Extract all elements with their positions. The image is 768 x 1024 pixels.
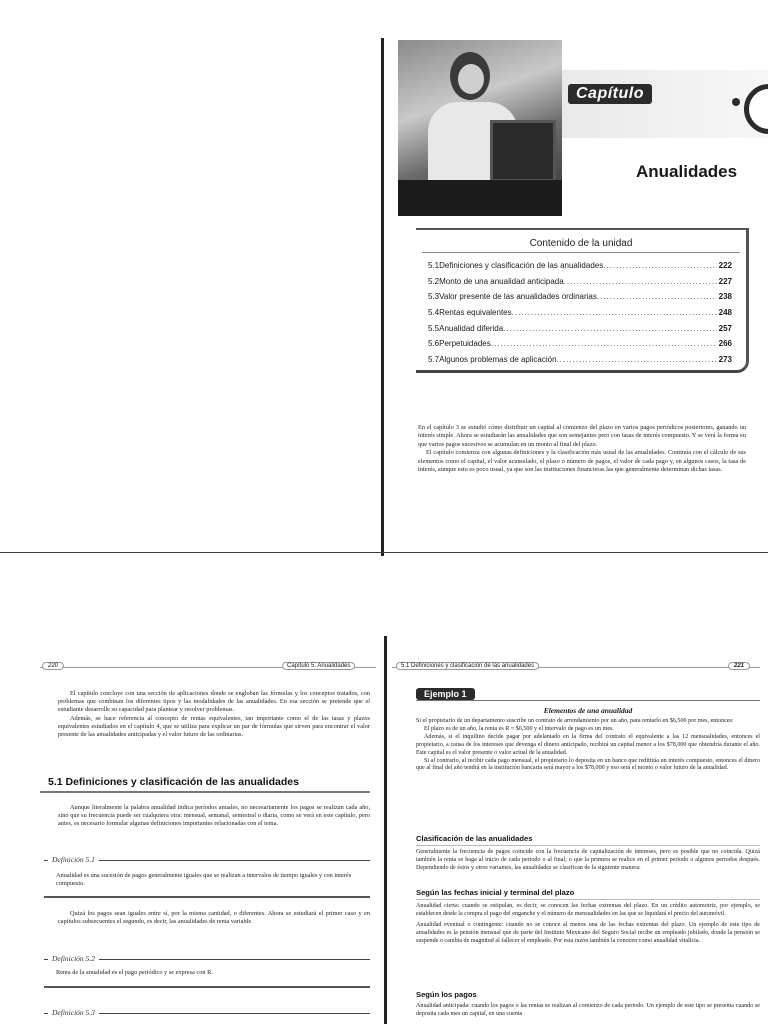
toc-list xyxy=(428,258,732,367)
toc-item-text: Valor presente de las anualidades ordinarias xyxy=(439,292,597,302)
right-page-number: 221 xyxy=(728,662,750,670)
chapter-title: Anualidades xyxy=(636,162,738,181)
toc-item[interactable] xyxy=(428,274,732,290)
section-body-text xyxy=(58,804,370,829)
toc-item-text: Algunos problemas de aplicación xyxy=(439,354,557,364)
example-title: Elementos de una anualidad xyxy=(543,706,633,715)
body-paragraph: Anualidad anticipada: cuando los pagos o las rentas se realizan al comienzo de cada periodo. Un ejemplo de este tipo se presenta cuando se deposita cada mes un capital, en una cuenta xyxy=(416,1003,760,1017)
subsection-body xyxy=(416,903,760,946)
toc-item[interactable] xyxy=(428,352,732,368)
definition-end-rule xyxy=(44,986,370,988)
example-paragraph: Además, si el inquilino decide pagar por adelantado en la firma del contrato el equivalente a las 12 mensualidades, entonces el propietario, a causa de los intereses que devenga el dinero anticipado, recibirá un capital menor a los $78,000 que obtendría durante el año. Este capital es el valor presente o valor actual de la anualidad. xyxy=(416,733,760,756)
example-rule xyxy=(416,700,760,701)
toc-item-text: Perpetuidades xyxy=(439,339,491,349)
heading-rule xyxy=(416,899,760,900)
toc-item-page: 248 xyxy=(718,308,732,318)
toc-item[interactable] xyxy=(428,258,732,274)
left-running-head: Capítulo 5: Anualidades xyxy=(282,662,355,670)
chapter-intro xyxy=(418,424,746,474)
toc-item-number: 5.5 xyxy=(428,323,440,333)
body-paragraph: Quizá los pagos sean iguales entre sí, por la misma cantidad, o diferentes. Ahora se estudiará el primer caso y en capítulos subsecuentes el segundo, es decir, las anualidades de renta variable. xyxy=(58,910,370,926)
definition-label: Definición 5.1 xyxy=(48,855,99,864)
left-body-text xyxy=(58,690,370,739)
subsection-body xyxy=(416,1003,760,1019)
definition-label: Definición 5.2 xyxy=(48,954,99,963)
toc-item-number: 5.7 xyxy=(428,354,440,364)
definition-text: Anualidad es una sucesión de pagos generalmente iguales que se realizan a intervalos de tiempo iguales y con interés compuesto. xyxy=(56,872,352,888)
toc-item-number: 5.4 xyxy=(428,308,440,318)
classification-body xyxy=(416,849,760,873)
chapter-photo xyxy=(398,40,562,216)
toc-item[interactable] xyxy=(428,305,732,321)
section-rule xyxy=(40,791,370,793)
chapter-dot-icon xyxy=(732,98,740,106)
example-body xyxy=(416,718,760,773)
classification-heading: Clasificación de las anualidades xyxy=(416,834,533,843)
toc-item-text: Monto de una anualidad anticipada xyxy=(439,276,564,286)
table-of-contents xyxy=(416,228,749,373)
definition-text: Renta de la anualidad es el pago periódico y se expresa con R. xyxy=(56,969,213,976)
section-heading: 5.1 Definiciones y clasificación de las anualidades xyxy=(48,776,299,788)
example-paragraph: Si el propietario de un departamento suscribe un contrato de arrendamiento por un año, para rentarlo en $6,500 por mes, entonces: xyxy=(416,718,734,724)
toc-item-number: 5.3 xyxy=(428,292,440,302)
toc-divider xyxy=(422,252,740,253)
body-paragraph: Aunque literalmente la palabra anualidad indica períodos anuales, no necesariamente los pagos se realizan cada año, sino que su frecuencia puede ser cualquiera otra: mensual, semanal, semestral o diaria, como se verá en este capítulo, pero antes, es necesario formular algunas definiciones importantes relacionadas con el tema. xyxy=(58,804,370,828)
toc-item-number: 5.1 xyxy=(428,261,440,271)
toc-item[interactable] xyxy=(428,336,732,352)
page-spine xyxy=(384,636,387,1024)
toc-leader xyxy=(503,324,716,333)
toc-item-page: 273 xyxy=(718,354,732,364)
toc-item-page: 257 xyxy=(718,323,732,333)
toc-item-page: 238 xyxy=(718,292,732,302)
toc-leader xyxy=(564,277,717,286)
toc-item-text: Anualidad diferida xyxy=(439,323,504,333)
toc-heading: Contenido de la unidad xyxy=(529,238,633,249)
photo-monitor xyxy=(490,120,556,182)
heading-rule xyxy=(416,845,760,846)
left-page-number: 220 xyxy=(42,662,64,670)
toc-leader xyxy=(603,261,716,270)
right-running-head: 5.1 Definiciones y clasificación de las anualidades xyxy=(396,662,539,670)
photo-person-face xyxy=(458,64,484,94)
toc-leader xyxy=(512,308,717,317)
between-definitions-text xyxy=(58,910,370,926)
body-paragraph: El capítulo concluye con una sección de aplicaciones donde se engloban las fórmulas y los conceptos tratados, con problemas que combinan los diferentes tipos y las modalidades de las anualidades. En esa sección se pretende que el estudiante desarrolle su capacidad para plantear y resolver problemas. xyxy=(58,690,370,714)
subheading: Según los pagos xyxy=(416,990,477,999)
scan-page-separator xyxy=(0,552,768,553)
example-paragraph: Si al contrario, al recibir cada pago mensual, el propietario lo deposita en un banco que redititúa un interés compuesto, entonces el dinero que al final del año tendrá en la institución bancaria será mayor a los $78,000 y eso será el monto o valor futuro de la anualidad. xyxy=(416,757,760,772)
example-paragraph: El plazo es de un año, la renta es R = $6,500 y el intervalo de pago es un mes. xyxy=(424,725,614,732)
intro-paragraph: En el capítulo 3 se estudió cómo distribuir un capital al comienzo del plazo en varios pagos periódicos posteriores, ganando un interés simple. Ahora se estudiarán las anualidades que son semejantes pero con tasas de interés compuesto. Y se verá la forma en que varios pagos sucesivos se acumulan en un monto al final del plazo. xyxy=(418,424,746,448)
example-badge: Ejemplo 1 xyxy=(416,688,475,700)
definition-label: Definición 5.3 xyxy=(48,1008,99,1017)
toc-leader xyxy=(491,339,717,348)
toc-item-page: 227 xyxy=(718,276,732,286)
body-paragraph: Anualidad eventual o contingente: cuando no se conoce al menos una de las fechas extremas del plazo. Un ejemplo de este tipo de anualidades es la pensión mensual que de parte del Instituto Mexicano del Seguro Social recibe un empleado jubilado, donde la pensión se suspende o cambia de magnitud al fallecer el empleado. Por esta razón también la conocen como anualidad vitalicia. xyxy=(416,921,760,944)
chapter-label: Capítulo xyxy=(568,84,652,104)
toc-item-text: Rentas equivalentes xyxy=(439,308,512,318)
toc-item-number: 5.2 xyxy=(428,276,440,286)
photo-desk xyxy=(398,180,562,216)
body-paragraph: Además, se hace referencia al concepto de rentas equivalentes, tan importante como el de las tasas y plazos equivalentes estudiados en el capítulo 4, que se utiliza para explicar un par de fórmulas que sirven para encontrar el valor presente de las anualidades anticipadas y el valor futuro de las ordinarias. xyxy=(58,714,370,739)
body-paragraph: Generalmente la frecuencia de pagos coincide con la frecuencia de capitalización de intereses, pero es posible que no coincida. Quizá también la renta se haga al inicio de cada periodo o al final; o que la primera se realice en el primer periodo o algunos periodos después. Dependiendo de éstos y otros variantes, las anualidades se clasifican de la siguiente manera: xyxy=(416,849,760,871)
toc-item-page: 222 xyxy=(718,261,732,271)
definition-end-rule xyxy=(44,896,370,898)
body-paragraph: Anualidad cierta: cuando se estipulan, es decir, se conocen las fechas extremas del plazo. En un crédito automotriz, por ejemplo, se establecen desde la compra el pago del enganche y el número de mensualidades en las que se liquidará el precio del automóvil. xyxy=(416,903,760,917)
toc-leader xyxy=(597,292,717,301)
page-spine xyxy=(381,38,384,556)
subheading: Según las fechas inicial y terminal del plazo xyxy=(416,888,575,897)
intro-paragraph: El capítulo comienza con algunas definiciones y la clasificación más usual de las anualidades. Continúa con el cálculo de sus elementos como el capital, el valor acumulado, el plazo o número de pagos, el valor de cada pago y, en algunos casos, la tasa de interés, aunque esto es poco usual, ya que son las instituciones financieras las que generalmente determinan dichas tasas. xyxy=(418,449,746,474)
toc-item[interactable] xyxy=(428,320,732,336)
toc-item-number: 5.6 xyxy=(428,339,440,349)
toc-item-page: 266 xyxy=(718,339,732,349)
toc-item[interactable] xyxy=(428,289,732,305)
toc-item-text: Definiciones y clasificación de las anualidades xyxy=(439,261,604,271)
toc-leader xyxy=(557,355,717,364)
